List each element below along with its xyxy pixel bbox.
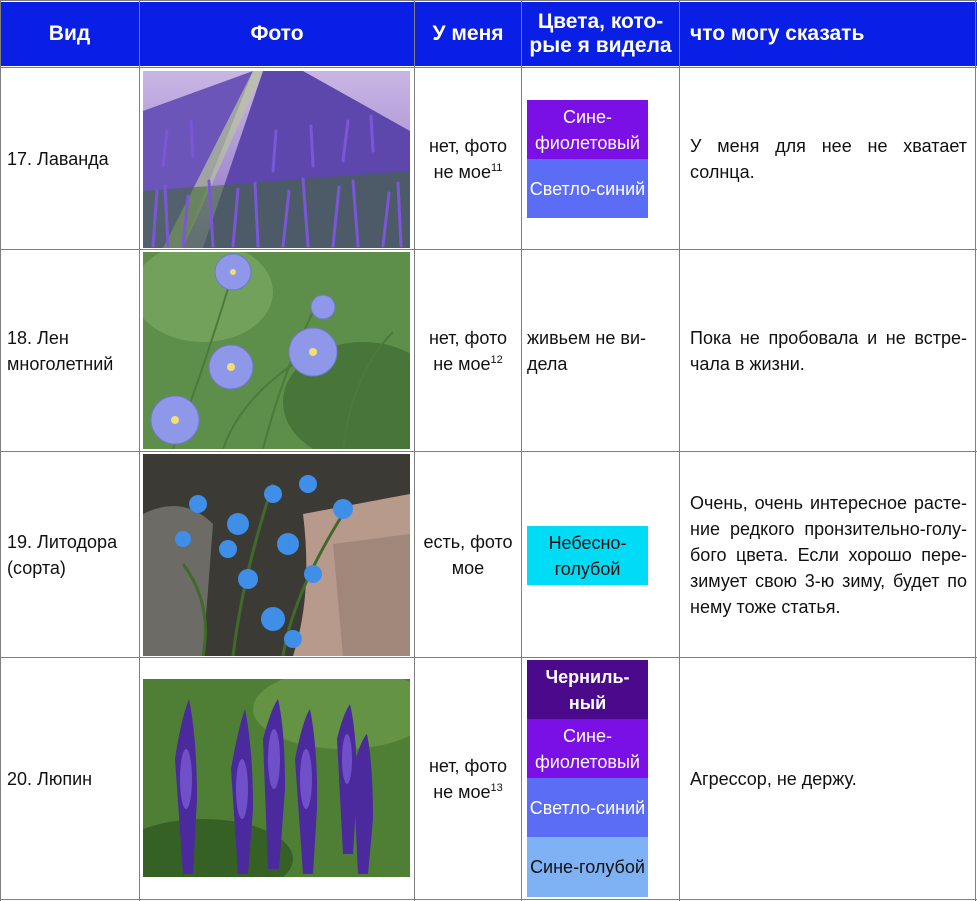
ownership-text: нет, фото не мое [428,135,508,182]
grid-line [0,899,977,900]
color-swatch: Черниль-ный [527,660,648,719]
footnote-ref: 12 [490,353,503,366]
species-name: 20. Люпин [7,768,93,789]
notes-text: Пока не пробовала и не встре-чала в жизни. [690,327,967,374]
lithodora-photo [143,454,410,656]
footnote-ref: 11 [490,161,503,174]
header-mine: У меня [415,2,521,66]
color-swatch: Небесно-голубой [527,526,648,585]
header-colors: Цвета, кото-рые я видела [522,2,679,66]
color-swatch: Сине-фиолетовый [527,100,648,159]
species-name: 18. Лен многолетний [7,327,114,374]
ownership [415,68,521,249]
colors-text: живьем не ви-дела [527,327,646,374]
ownership-text: нет, фото не мое [428,327,508,374]
flax-flowers-photo [143,252,410,449]
lavender-field-photo [143,71,410,248]
lupin-photo [143,679,410,877]
species-name: 17. Лаванда [7,148,109,169]
color-swatch: Сине-голубой [527,837,648,897]
header-species: Вид [0,2,139,66]
ownership [415,250,521,451]
color-swatch: Сине-фиолетовый [527,719,648,778]
color-swatch: Светло-синий [527,159,648,218]
grid-line [0,0,977,1]
species-name: 19. Литодора (сорта) [7,531,118,578]
ownership-text: нет, фото не мое [428,755,508,802]
ownership [415,658,521,899]
notes-text: У меня для нее не хватает солнца. [690,135,967,182]
header-photo: Фото [140,2,414,66]
ownership-text: есть, фото мое [423,531,513,578]
color-swatch: Светло-синий [527,778,648,837]
footnote-ref: 13 [490,781,503,794]
notes-text: Агрессор, не держу. [690,768,857,789]
notes-text: Очень, очень интересное расте-ние редкого пронзительно-голу-бого цвета. Если хорошо пере-зимует свою 3-ю зиму, будет по нему тоже статья. [690,492,967,617]
header-notes: что могу сказать [680,2,977,66]
